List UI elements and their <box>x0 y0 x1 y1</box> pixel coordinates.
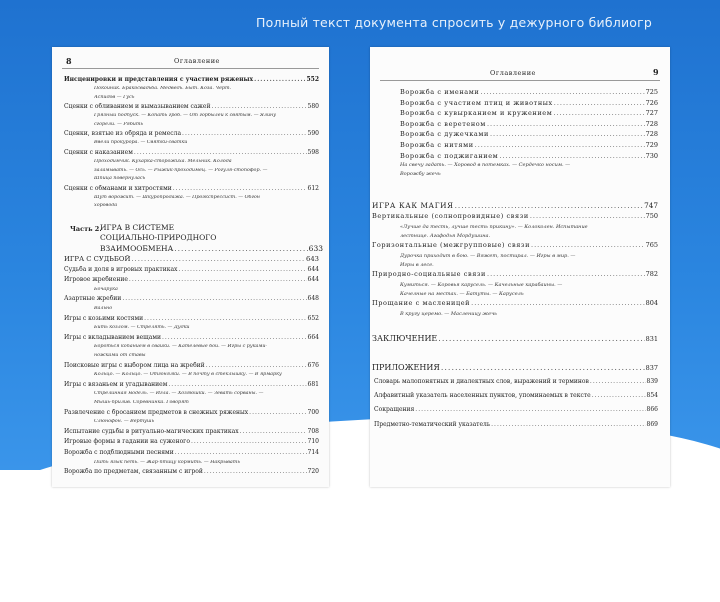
toc-entry-page: 782 <box>645 270 658 279</box>
toc-annotation: Дурочка приходит в бою. — Вяжет, постирал. — Игры в мир. — <box>400 252 576 259</box>
toc-entry-page: 643 <box>306 255 319 263</box>
header-rule <box>62 68 319 69</box>
toc-entry <box>64 362 319 369</box>
toc-entry-page: 700 <box>307 408 319 416</box>
toc-entry-title: ИГРА С СУДЬБОЙ <box>64 255 131 263</box>
leader-dots <box>499 152 644 160</box>
toc-entry-page: 710 <box>307 438 319 446</box>
toc-entry-title: ПРИЛОЖЕНИЯ <box>372 363 440 372</box>
toc-annotation: сгорели. — Рябить <box>94 121 144 127</box>
toc-entry <box>374 421 658 428</box>
leader-dots <box>129 276 307 283</box>
toc-entry <box>372 270 658 278</box>
leader-dots <box>122 295 306 302</box>
toc-entry-title: Игры с козьими костями <box>64 314 144 322</box>
toc-annotation: Вально <box>94 306 113 311</box>
toc-entry-title: Игровое жребиение <box>64 276 128 284</box>
leader-dots <box>175 449 307 456</box>
toc-annotation: Стрелинная модель. — Игла. — Хозяюшки. — Зевать сорваны. — <box>94 391 264 397</box>
toc-entry-page: 729 <box>645 141 658 149</box>
toc-entry-page: 580 <box>307 103 319 111</box>
leader-dots <box>531 241 645 249</box>
part-title: ИГРА В СИСТЕМЕ СОЦИАЛЬНО-ПРИРОДНОГО <box>100 223 217 242</box>
toc-entry <box>64 334 319 341</box>
leader-dots <box>530 212 645 220</box>
toc-section-entry <box>372 334 658 343</box>
toc-entry-page: 727 <box>645 109 658 118</box>
toc-annotation: Покойник. Бракосвадьба. Медведь. Быт. Коза. Черт. <box>94 86 232 91</box>
toc-entry-title: Сценки с обманами и хитростями <box>64 184 172 192</box>
toc-entry-title: Ворожба с именами <box>400 88 480 96</box>
toc-entry-title: Горизонтальные (межгрупповые) связи <box>372 241 531 250</box>
toc-entry-title: ЗАКЛЮЧЕНИЕ <box>372 334 438 343</box>
toc-entry-title: Ворожба с нитями <box>400 141 474 149</box>
toc-entry-page: 725 <box>645 88 658 96</box>
toc-entry-page: 750 <box>645 212 658 221</box>
toc-annotation: Шут ворожит. — Шкуропродажа. — Проэкспрессист. — Обгон <box>94 194 260 200</box>
leader-dots <box>182 130 307 137</box>
toc-entry <box>372 201 658 210</box>
toc-entry-page: 552 <box>306 76 319 83</box>
toc-annotation: Пить язык петь. — Жар-птицу кормить. — Накрывать <box>94 459 240 465</box>
toc-entry <box>64 149 319 156</box>
toc-entry-page: 854 <box>646 392 658 400</box>
toc-entry-page: 837 <box>645 364 658 372</box>
toc-entry-title: Игры с вязаньем и угадыванием <box>64 380 168 388</box>
toc-entry-title: ИГРА КАК МАГИЯ <box>372 201 454 210</box>
toc-annotation: Ворожбу жечь <box>400 170 441 177</box>
toc-entry <box>64 315 319 322</box>
toc-entry-title: Испытание судьбы в ритуально-магических практиках <box>64 427 239 435</box>
toc-entry-title: Игры с вкладыванием вещами <box>64 333 161 341</box>
toc-annotation: Кумиться. — Коровья карусель. — Качельные карабаины. — <box>400 281 563 288</box>
toc-entry-page: 747 <box>644 201 658 210</box>
left-page-header: Оглавление <box>174 57 220 65</box>
toc-entry <box>64 276 319 283</box>
toc-entry-title: Сценки, взятые из обряда и ремесла <box>64 130 182 138</box>
toc-entry-page: 765 <box>645 241 658 250</box>
toc-annotation: лестнице. Агафодья Мордушина. <box>400 232 491 239</box>
toc-entry-page: 730 <box>645 151 658 160</box>
toc-entry <box>64 295 319 302</box>
toc-annotation: ножками от ставы <box>94 353 146 358</box>
toc-entry <box>64 266 319 273</box>
leader-dots <box>490 130 645 138</box>
leader-dots <box>491 421 645 428</box>
toc-entry <box>400 152 658 160</box>
toc-entry-title: Ворожба с поджиганием <box>400 151 499 160</box>
toc-entry <box>64 449 319 456</box>
toc-entry <box>64 185 319 192</box>
leader-dots <box>554 99 645 107</box>
toc-entry <box>64 130 319 137</box>
right-page-number: 9 <box>653 67 659 77</box>
leader-dots <box>168 381 306 388</box>
right-page-header: Оглавление <box>490 69 536 77</box>
toc-entry-page: 590 <box>307 130 319 138</box>
leader-dots <box>438 334 644 343</box>
leader-dots <box>553 109 644 117</box>
leader-dots <box>592 392 646 399</box>
toc-entry-title: Развлечение с бросанием предметов в снежных ряженых <box>64 408 249 416</box>
toc-entry <box>64 409 319 416</box>
leader-dots <box>178 266 306 273</box>
toc-entry-page: 726 <box>645 98 658 107</box>
leader-dots <box>131 255 305 263</box>
toc-entry-title: Ворожба с подблюдными песнями <box>64 449 174 456</box>
toc-annotation: Проходимчик. Кухарка-сторожиха. Мельник. Колода <box>94 159 232 164</box>
leader-dots <box>134 149 307 156</box>
leader-dots <box>173 185 307 192</box>
toc-annotation: Ввели прокурора. — Святки-сватки <box>94 140 188 146</box>
leader-dots <box>162 334 307 341</box>
toc-entry-title: Судьба и доля в игровых практиках <box>64 265 178 273</box>
toc-entry-page: 728 <box>645 130 658 139</box>
toc-entry-page: 676 <box>307 361 319 369</box>
toc-entry-title: Азартные жребии <box>64 295 122 303</box>
toc-entry-page: 708 <box>307 427 319 435</box>
toc-entry <box>64 468 319 475</box>
toc-entry-page: 714 <box>307 449 319 456</box>
leader-dots <box>590 378 646 385</box>
toc-section-entry <box>372 363 658 372</box>
toc-annotation: На свечу гадать. — Хоровод в потемках. — Сердечко носим. — <box>400 162 571 169</box>
toc-entry-page: 831 <box>645 335 658 343</box>
toc-annotation: Слюнофон. — Вертушь <box>94 419 155 425</box>
toc-entry <box>64 103 319 110</box>
toc-entry-page: 720 <box>307 468 319 476</box>
toc-entry <box>372 299 658 307</box>
toc-annotation: Кольцо. — Кольцо. — Отгонялки. — В почту в стеклышку. — В ярмарку <box>94 372 282 378</box>
leader-dots <box>249 409 306 416</box>
toc-entry-page: 648 <box>307 295 319 303</box>
toc-entry <box>374 392 658 399</box>
toc-entry-page: 644 <box>307 265 319 273</box>
banner-text: Полный текст документа спросить у дежурного библиогр <box>256 15 653 30</box>
leader-dots <box>144 315 306 322</box>
toc-entry-title: Прощание с масленицей <box>372 299 471 308</box>
toc-entry-page: 869 <box>646 420 658 428</box>
toc-entry <box>64 76 319 83</box>
leader-dots <box>487 120 645 128</box>
toc-entry <box>400 109 658 117</box>
leader-dots <box>206 362 307 369</box>
leader-dots <box>441 363 645 372</box>
toc-annotation: хоровода <box>94 203 118 209</box>
leader-dots <box>487 270 645 278</box>
leader-dots <box>455 201 643 210</box>
toc-entry-page: 652 <box>307 314 319 322</box>
toc-entry-title: Сокращения <box>374 406 415 414</box>
leader-dots <box>475 141 645 149</box>
toc-entry-title: Игровые формы в гадании на суженого <box>64 438 190 446</box>
toc-entry <box>64 428 319 435</box>
leader-dots <box>240 428 307 435</box>
toc-annotation: Бочарука <box>94 286 118 292</box>
toc-entry <box>64 438 319 445</box>
toc-entry-title: Ворожба с веретеном <box>400 119 486 128</box>
toc-entry-page: 839 <box>646 378 658 385</box>
toc-entry-title: Ворожба с дужечками <box>400 130 489 139</box>
toc-entry <box>374 378 658 385</box>
toc-entry-page: 644 <box>307 276 319 284</box>
leader-dots <box>211 103 306 110</box>
toc-entry <box>374 406 658 413</box>
toc-annotation: «Лучше да тесть, лучше тесть прикину». — Колоколен. Испытание <box>400 223 588 230</box>
toc-entry <box>400 141 658 149</box>
left-page-scan <box>52 47 329 487</box>
toc-annotation: Мышь-прилив. Соревнинка. Говорят <box>94 400 189 405</box>
toc-entry <box>64 255 319 263</box>
toc-entry-title: Природно-социальные связи <box>372 270 486 279</box>
toc-entry-title: Ворожба по предметам, связанным с игрой <box>64 468 203 476</box>
toc-entry-title: Предметно-тематический указатель <box>374 420 491 428</box>
toc-entry <box>400 130 658 138</box>
toc-entry <box>400 88 658 96</box>
leader-dots <box>204 468 307 475</box>
left-page-number: 8 <box>66 56 72 66</box>
toc-entry-page: 681 <box>307 380 319 388</box>
toc-entry <box>400 99 658 107</box>
toc-annotation: заламывать. — Ось. — Рыжик-проходимец. — Рогуля-стопофор. — <box>94 167 268 173</box>
leader-dots <box>471 299 644 307</box>
toc-entry-page: 804 <box>645 299 658 308</box>
part-label: Часть 2. <box>70 225 102 233</box>
toc-entry <box>400 120 658 128</box>
toc-entry-title: Алфавитный указатель населенных пунктов, упоминаемых в тексте <box>374 392 591 400</box>
toc-entry-page: 664 <box>307 333 319 341</box>
toc-annotation: Шпица повернулась <box>94 176 146 182</box>
leader-dots <box>480 88 644 96</box>
toc-annotation: В кругу церемо. — Масленицу жечь <box>400 310 497 317</box>
toc-annotation: Бить козлом. — Стрелять. — Дудки <box>94 325 190 331</box>
right-page-scan <box>370 47 670 487</box>
header-rule <box>380 80 660 81</box>
toc-entry-title: Поисковые игры с выбором лица на жребий <box>64 361 205 369</box>
leader-dots <box>254 76 305 83</box>
toc-entry-page: 728 <box>645 119 658 128</box>
toc-annotation: Аспидов — Гусь <box>94 94 135 100</box>
toc-annotation: Бороться копанием в свайки. — Кателевые бои. — Игры с руками- <box>94 344 268 350</box>
toc-entry-title: Сценки с наказанием <box>64 149 133 156</box>
toc-annotation: Грязный подпуск. — Копать гроб. — От горбылей к святым. — Ялину <box>94 113 276 119</box>
toc-entry <box>64 381 319 388</box>
toc-entry-title: Вертикальные (солнопровидные) связи <box>372 212 529 221</box>
toc-entry-title: Инсценировки и представления с участием ряженых <box>64 76 254 83</box>
toc-entry-title: Словарь малопонятных и диалектных слов, выражений и терминов <box>374 378 589 385</box>
toc-entry <box>372 212 658 220</box>
toc-entry-title: Сценки с обливанием и вымазыванием сажей <box>64 103 211 111</box>
toc-entry-title: Ворожба с участием птиц и животных <box>400 98 553 107</box>
part-title-entry: ВЗАИМООБМЕНА ..... 633 <box>100 244 323 253</box>
toc-entry-page: 866 <box>646 406 658 414</box>
leader-dots <box>191 438 307 445</box>
toc-entry-title: Ворожба с кувырканием и кружением <box>400 109 553 118</box>
toc-entry-page: 612 <box>307 184 319 192</box>
toc-annotation: Качелные на местах. — Батуты. — Карусель <box>400 290 524 297</box>
toc-entry-page: 598 <box>307 149 319 156</box>
toc-entry <box>372 241 658 249</box>
toc-annotation: Игры в лесе. <box>400 261 434 268</box>
leader-dots <box>415 406 645 413</box>
